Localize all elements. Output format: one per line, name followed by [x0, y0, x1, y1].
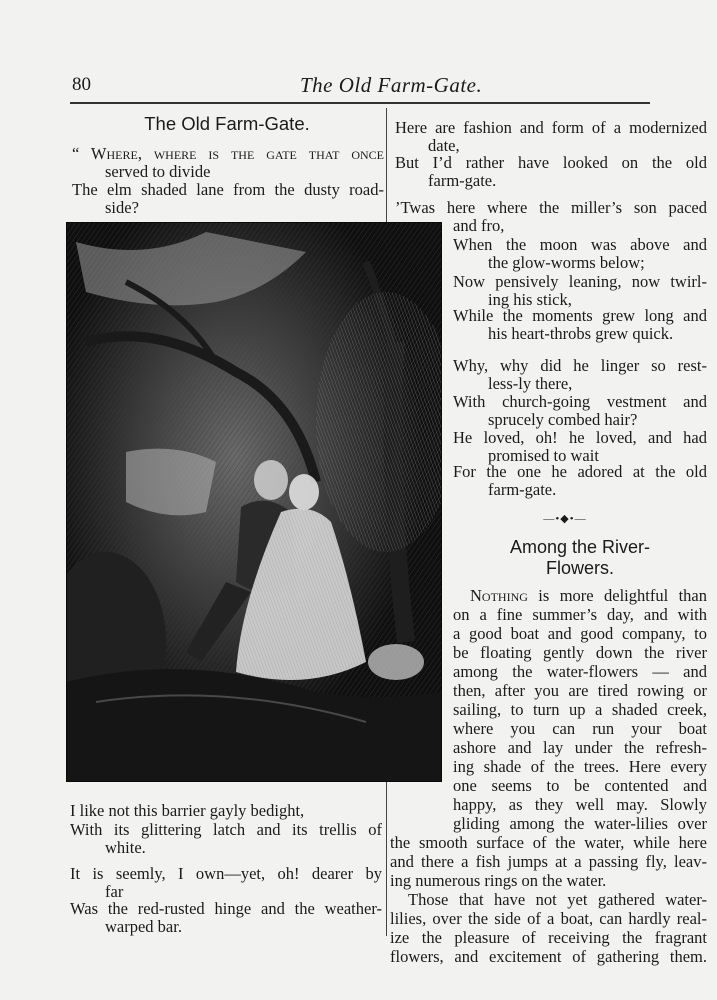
article-line — [408, 890, 707, 909]
poem-line-text: It is seemly, I own—yet, oh! dearer by — [70, 864, 382, 883]
poem-line: and fro, — [453, 216, 505, 235]
article-line-text: be floating gently down the river — [453, 643, 707, 662]
poem-line-text: Was the red-rusted hinge and the weather- — [70, 899, 382, 918]
poem-line — [70, 899, 382, 918]
article-line — [470, 586, 707, 605]
article-title — [450, 537, 710, 579]
article-line — [453, 700, 707, 719]
poem-line: farm-gate. — [428, 171, 497, 190]
article-line — [453, 681, 707, 700]
article-lead-word: Nothing — [470, 586, 528, 605]
article-line-text: Those that have not yet gathered water- — [408, 890, 707, 909]
poem-line: date, — [428, 136, 460, 155]
article-line-text: a good boat and good company, to — [453, 624, 707, 643]
poem-line — [395, 198, 707, 217]
poem-line — [453, 392, 707, 411]
article-line — [453, 624, 707, 643]
poem-line: warped bar. — [105, 917, 182, 936]
poem-line-text: Why, why did he linger so rest- — [453, 356, 707, 375]
poem-line: farm-gate. — [488, 480, 557, 499]
poem-line — [453, 235, 707, 254]
article-line-text: ashore and lay under the refresh- — [453, 738, 707, 757]
article-line: ing numerous rings on the water. — [390, 871, 607, 890]
poem-line-text: He loved, oh! he loved, and had — [453, 428, 707, 447]
article-line — [453, 643, 707, 662]
article-line-text: where you can run your boat — [453, 719, 707, 738]
poem-line — [395, 118, 707, 137]
article-line — [390, 947, 707, 966]
poem-line: I like not this barrier gayly bedight, — [70, 801, 305, 820]
poem-line-text: ’Twas here where the miller’s son paced — [395, 198, 707, 217]
poem-line — [395, 153, 707, 172]
article-line-text: the smooth surface of the water, while here — [390, 833, 707, 852]
poem-line-text: But I’d rather have looked on the old — [395, 153, 707, 172]
running-title: The Old Farm-Gate. — [300, 73, 483, 97]
poem-line: less-ly there, — [488, 374, 573, 393]
article-line-text: among the water-flowers — and — [453, 662, 707, 681]
article-line-text: then, after you are tired rowing or — [453, 681, 707, 700]
article-line — [390, 833, 707, 852]
poem-title: The Old Farm-Gate. — [144, 113, 310, 134]
engraving-drawing — [66, 222, 442, 782]
article-line-text: ing shade of the trees. Here every — [453, 757, 707, 776]
poem-line — [453, 272, 707, 291]
article-line-text: ize the pleasure of receiving the fragrant — [390, 928, 707, 947]
poem-line: served to divide — [105, 162, 211, 181]
article-line — [453, 757, 707, 776]
article-line-text: flowers, and excitement of gathering them. — [390, 947, 707, 966]
poem-line: promised to wait — [488, 446, 599, 465]
poem-line — [453, 356, 707, 375]
poem-line-text: While the moments grew long and — [453, 306, 707, 325]
poem-line: ing his stick, — [488, 290, 572, 309]
article-line — [453, 795, 707, 814]
article-line-text: sailing, to turn up a shaded creek, — [453, 700, 707, 719]
article-line-text: on a fine summer’s day, and with — [453, 605, 707, 624]
poem-line — [453, 462, 707, 481]
article-line — [453, 776, 707, 795]
poem-line-text: For the one he adored at the old — [453, 462, 707, 481]
article-line-text: is more delightful than — [527, 586, 707, 605]
poem-line-text: When the moon was above and — [453, 235, 707, 254]
poem-line: far — [105, 882, 124, 901]
poem-line: sprucely combed hair? — [488, 410, 638, 429]
header-rule — [70, 102, 650, 104]
poem-line: his heart-throbs grew quick. — [488, 324, 674, 343]
article-line-text: lilies, over the side of a boat, can hardly real- — [390, 909, 707, 928]
poem-line — [72, 180, 384, 199]
poem-line-text: Now pensively leaning, now twirl- — [453, 272, 707, 291]
article-line-text: and there a fish jumps at a passing fly, leav- — [390, 852, 707, 871]
article-line — [390, 928, 707, 947]
poem-line-text: With its glittering latch and its trellis of — [70, 820, 382, 839]
article-line — [453, 662, 707, 681]
poem-line — [453, 428, 707, 447]
page-number: 80 — [72, 74, 91, 95]
article-title-line-2: Flowers. — [545, 558, 614, 578]
poem-line: white. — [105, 838, 146, 857]
poem-line-text: The elm shaded lane from the dusty road- — [72, 180, 384, 199]
article-line — [390, 852, 707, 871]
article-line-text: happy, as they well may. Slowly — [453, 795, 707, 814]
article-line — [453, 605, 707, 624]
poem-line — [70, 820, 382, 839]
article-line — [453, 719, 707, 738]
engraving-illustration — [66, 222, 442, 782]
poem-line-text: Here are fashion and form of a modernized — [395, 118, 707, 137]
poem-line — [70, 864, 382, 883]
poem-line — [453, 306, 707, 325]
section-ornament: —•◆•— — [543, 513, 587, 525]
poem-line: side? — [105, 198, 139, 217]
article-line-text: one seems to be contented and — [453, 776, 707, 795]
article-line — [390, 909, 707, 928]
poem-line-text: With church-going vestment and — [453, 392, 707, 411]
article-line — [453, 814, 707, 833]
poem-line-text: “ Where, where is the gate that once — [72, 144, 384, 163]
poem-line: the glow-worms below; — [488, 253, 645, 272]
article-line — [453, 738, 707, 757]
article-line-text: gliding among the water-lilies over — [453, 814, 707, 833]
poem-line — [72, 144, 384, 163]
article-title-line-1: Among the River- — [509, 537, 651, 557]
